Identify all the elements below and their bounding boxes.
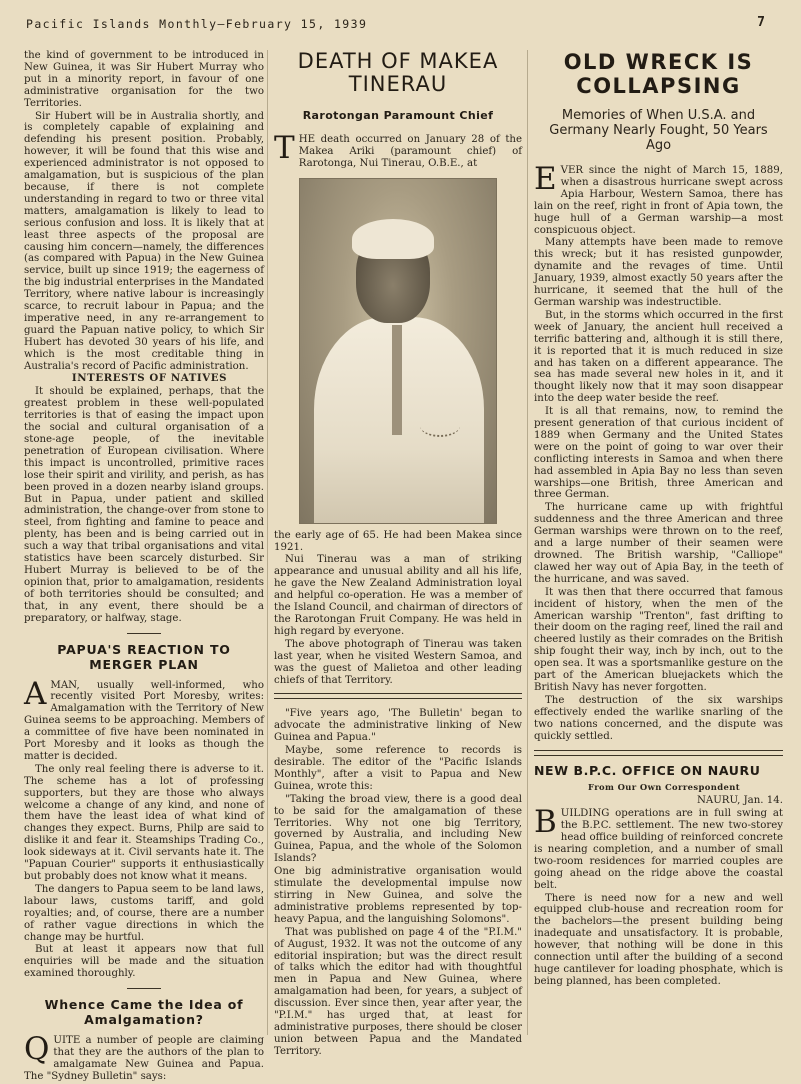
paragraph: "Taking the broad view, there is a good deal to be said for the amalgamation of these Territories. Why not one big Territory, governed by Australia, and including New Guinea, Papua, and the whole of the Solomon Islands? — [274, 793, 522, 865]
article-heading-whence: Whence Came the Idea of Amalgamation? — [44, 997, 244, 1028]
paragraph: Sir Hubert will be in Australia shortly, and is completely capable of explaining and defending his present position. Probably, however, it will be found that this wise and experienced administrator is not opposed to amalgamation, but is suspicious of the plan because, if there is not complete understanding in regard to two or three vital matters, amalgamation is likely to lead to serious confusion and loss. It is likely that at least three aspects of the proposal are causing him concern—namely, the differences (as compared with Papua) in the New Guinea service, built up since 1919; the eagerness of the big industrial enterprises in the Mandated Territory, where native labour is increasingly scarce, to recruit labour in Papua; and the imperative need, in any re-arrangement to guard the Papuan native policy, to which Sir Hubert has devoted 30 years of his life, and which is the most creditable thing in Australia's record of Pacific administration. — [24, 110, 264, 372]
paragraph: One big administrative organisation would stimulate the developmental impulse now stirring in New Guinea, and solve the administrative problems represented by top-heavy Papua, and the languishing Solomons". — [274, 866, 522, 925]
paragraph: the early age of 65. He had been Makea since 1921. — [274, 529, 522, 553]
section-subhead: INTERESTS OF NATIVES — [71, 372, 228, 385]
paragraph: Nui Tinerau was a man of striking appearance and unusual ability and all his life, he gave the New Zealand Administration loyal and helpful co-operation. He was a member of the Island Council, and chairman of directors of the Rarotongan Fruit Company. He was held in high regard by everyone. — [274, 554, 522, 637]
paragraph: The destruction of the six warships effectively ended the warlike snarling of the two nations concerned, and the dispute was quickly settled. — [534, 694, 783, 742]
drop-cap: E — [534, 161, 557, 197]
running-header — [26, 17, 785, 39]
paragraph: It is all that remains, now, to remind the present generation of that curious incident of 1889 when Germany and the United States were on the point of going to war over their conflicting interests in Samoa and when there had assembled in Apia Bay no less than seven warships—one British, three American and three German. — [534, 406, 783, 501]
dateline: NAURU, Jan. 14. — [696, 795, 783, 807]
paragraph-text: UILDING operations are in full swing at the B.P.C. settlement. The new two-storey head office building of reinforced concrete is nearing completion, and a number of small two-room residences for married couples are going ahead on the ridge above the coastal belt. — [534, 808, 783, 891]
paragraph: It was then that there occurred that famous incident of history, when the men of the American warship "Trenton", fast drifting to their doom on the raging reef, lined the rail and cheered lustily as their comrades on the British ship fought their way, inch by inch, out to the open sea. It was a sportsmanlike gesture on the part of the American bluejackets which the British Navy has never forgotten. — [534, 586, 783, 693]
portrait-photo — [299, 178, 497, 524]
paragraph-text: HE death occurred on January 28 of the Makea Ariki (paramount chief) of Rarotonga, Nui Tinerau, O.B.E., at — [298, 133, 522, 169]
paragraph: That was published on page 4 of the "P.I.M." of August, 1932. It was not the outcome of any editorial inspiration; but was the direct result of talks which the editor had with thoughtful men in Papua and New Guinea, where amalgamation had been, for years, a subject of discussion. Ever since then, year after year, the "P.I.M." has urged that, at least for administrative purposes, there should be closer union between Papua and the Mandated Territory. — [274, 926, 522, 1057]
paragraph: The above photograph of Tinerau was taken last year, when he visited Western Samoa, and was the guest of Malietoa and other leading chiefs of that Territory. — [274, 638, 522, 686]
paragraph: There is need now for a new and well equipped club-house and recreation room for the bachelors—the present building being inadequate and unsatisfactory. It is probable, however, that nothing will be done in this connection until after the building of a second huge cantilever for loading phosphate, which is being planned, has been completed. — [534, 892, 783, 987]
byline: From Our Own Correspondent — [588, 782, 740, 793]
divider — [127, 988, 161, 989]
page-number: 7 — [757, 15, 765, 30]
paragraph — [534, 804, 783, 891]
paragraph-text: UITE a number of people are claiming that they are the authors of the plan to amalgamate New Guinea and Papua. The "Sydney Bulletin" says: — [24, 1035, 264, 1082]
article-subheading-makea: Rarotongan Paramount Chief — [302, 109, 494, 122]
article-heading-papua: PAPUA'S REACTION TO MERGER PLAN — [57, 641, 231, 672]
column-middle — [274, 50, 522, 1059]
paragraph: the kind of government to be introduced in New Guinea, it was Sir Hubert Murray who put in a minority report, in favour of one administrative organisation for the two Territories. — [24, 50, 264, 109]
article-heading-nauru: NEW B.P.C. OFFICE ON NAURU — [534, 762, 761, 778]
drop-cap: Q — [24, 1031, 50, 1068]
drop-cap: T — [274, 129, 295, 166]
paragraph: Maybe, some reference to records is desirable. The editor of the "Pacific Islands Monthly", after a visit to Papua and New Guinea, wrote this: — [274, 745, 522, 792]
photo-figure-chain — [420, 415, 460, 437]
paragraph-text: VER since the night of March 15, 1889, when a disastrous hurricane swept across Apia Harbour, Western Samoa, there has lain on the reef, right in front of Apia town, the huge hull of a German warship—a most conspicuous object. — [534, 165, 783, 236]
divider — [127, 633, 161, 634]
article-heading-wreck: OLD WRECK IS COLLAPSING — [563, 50, 754, 98]
column-divider — [267, 50, 268, 1035]
paragraph: "Five years ago, 'The Bulletin' began to advocate the administrative linking of New Guinea and Papua." — [274, 708, 522, 744]
double-divider — [534, 750, 783, 756]
paragraph: But at least it appears now that full enquiries will be made and the situation examined thoroughly. — [24, 944, 264, 980]
paragraph: The dangers to Papua seem to be land laws, labour laws, customs tariff, and gold royalties; and, of course, there are a number of rather vague directions in which the change may be hurtful. — [24, 883, 264, 943]
photo-figure-tie — [392, 325, 402, 435]
paragraph — [24, 1031, 264, 1083]
paragraph — [274, 129, 522, 170]
column-divider — [527, 50, 528, 1035]
running-title: Pacific Islands Monthly—February 15, 1939 — [26, 17, 368, 31]
paragraph: It should be explained, perhaps, that the greatest problem in these well-populated territories is that of easing the impact upon the social and cultural organisation of a stone-age people, of the inevitable penetration of European civilisation. Where this impact is uncontrolled, primitive races lose their spirit and virility, and perish, as has been proved in a dozen nearby island groups. But in Papua, under patient and skilled administration, the change-over from stone to steel, from fighting and famine to peace and plenty, has been and is being carried out in such a way that tribal organisations and vital statistics have been scarcely disturbed. Sir Hubert Murray is believed to be of the opinion that, prior to amalgamation, residents of both territories should be consulted; and that, in any event, there should be a preparatory, or halfway, stage. — [24, 386, 264, 624]
column-left — [24, 50, 264, 1084]
paragraph: The only real feeling there is adverse to it. The scheme has a lot of professing supporters, but they are those who always welcome a change of any kind, and none of them have the least idea of what kind of changes they expect. Burns, Philp are said to dislike it and fear it. Steamships Trading Co., look sideways at it. Civil servants hate it. The "Papuan Courier" supports it enthusiastically but probably does not know what it means. — [24, 763, 264, 882]
double-divider — [274, 693, 522, 699]
article-subheading-wreck: Memories of When U.S.A. and Germany Nearly Fought, 50 Years Ago — [549, 108, 768, 153]
drop-cap: B — [534, 804, 557, 841]
paragraph — [24, 675, 264, 763]
paragraph-text: MAN, usually well-informed, who recently visited Port Moresby, writes: Amalgamation with the Territory of New Guinea seems to be approaching. Members of a committee of five have been nominated in Port Moresby and it looks as though the matter is decided. — [24, 679, 264, 762]
paragraph: The hurricane came up with frightful suddenness and the three American and three German warships were thrown on to the reef, and a large number of their seamen were drowned. The British warship, "Calliope" clawed her way out of Apia Bay, in the teeth of the hurricane, and was saved. — [534, 502, 783, 585]
article-heading-makea: DEATH OF MAKEA TINERAU — [297, 49, 499, 96]
paragraph: Many attempts have been made to remove this wreck; but it has resisted gunpowder, dynamite and the revages of time. Until January, 1939, almost exactly 50 years after the hurricane, it seemed that the hull of the German warship was indestructible. — [534, 237, 783, 308]
column-right — [534, 50, 783, 989]
drop-cap: A — [24, 675, 47, 712]
paragraph — [534, 161, 783, 236]
photo-figure-hair — [352, 219, 434, 259]
paragraph: But, in the storms which occurred in the first week of January, the ancient hull received a terrific battering and, although it is still there, it is reported that it is much reduced in size and has taken on a different appearance. The sea has made several new holes in it, and it thought likely now that it may soon disappear into the deep water beside the reef. — [534, 309, 783, 405]
